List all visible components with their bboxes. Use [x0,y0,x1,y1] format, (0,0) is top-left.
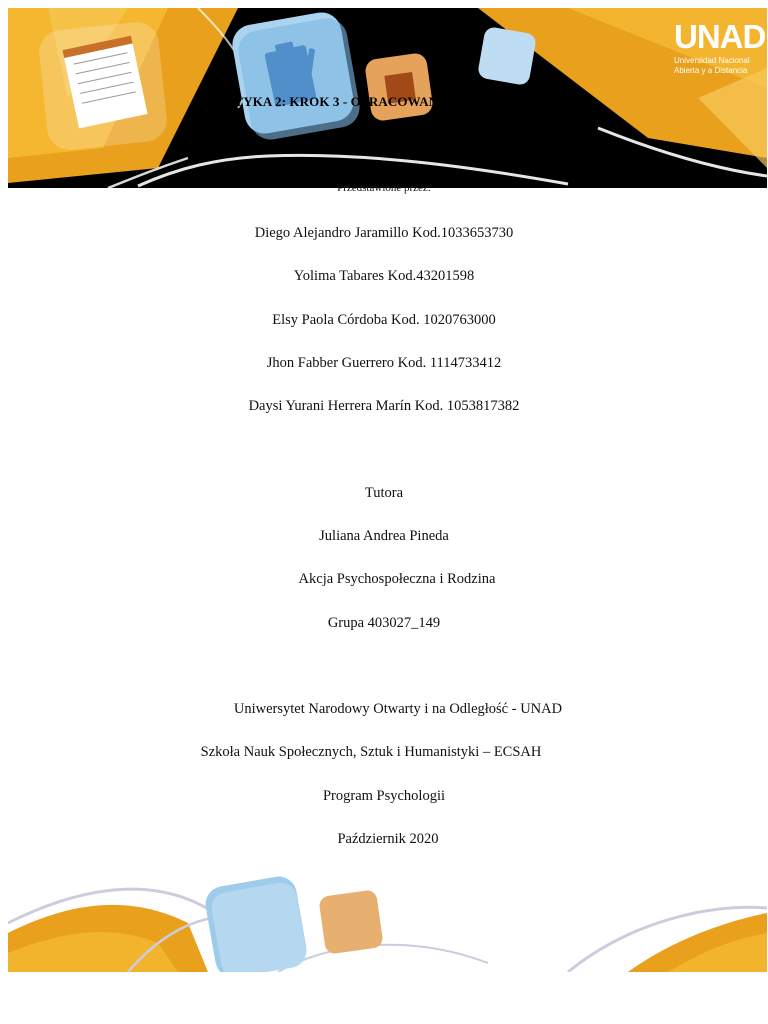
logo-subtitle-2: Abierta y a Distancia [674,66,748,75]
group-code: Grupa 403027_149 [327,615,441,631]
logo-subtitle-1: Universidad Nacional [674,56,750,65]
unad-logo: UNAD [674,18,766,55]
header-banner [8,8,767,188]
program-name: Program Psychologii [322,788,446,804]
document-date: Październik 2020 [337,831,439,847]
document-title: TEMATYKA 2: KROK 3 - OPRACOWANIE [196,94,453,109]
tutor-label: Tutora [364,485,404,501]
university-name: Uniwersytet Narodowy Otwarty i na Odległość - UNAD [233,701,563,717]
author-4: Jhon Fabber Guerrero Kod. 1114733412 [266,355,502,371]
footer-art [8,863,767,972]
course-name: Akcja Psychospołeczna i Rodzina [298,571,496,587]
author-1: Diego Alejandro Jaramillo Kod.1033653730 [254,225,514,241]
tutor-name: Juliana Andrea Pineda [319,528,449,544]
presented-by-label: Przedstawione przez: [337,182,431,194]
author-3: Elsy Paola Córdoba Kod. 1020763000 [272,312,496,328]
author-2: Yolima Tabares Kod.43201598 [293,268,475,284]
author-5: Daysi Yurani Herrera Marín Kod. 1053817382 [248,398,520,414]
school-name: Szkoła Nauk Społecznych, Sztuk i Humanistyki – ECSAH [200,744,542,760]
